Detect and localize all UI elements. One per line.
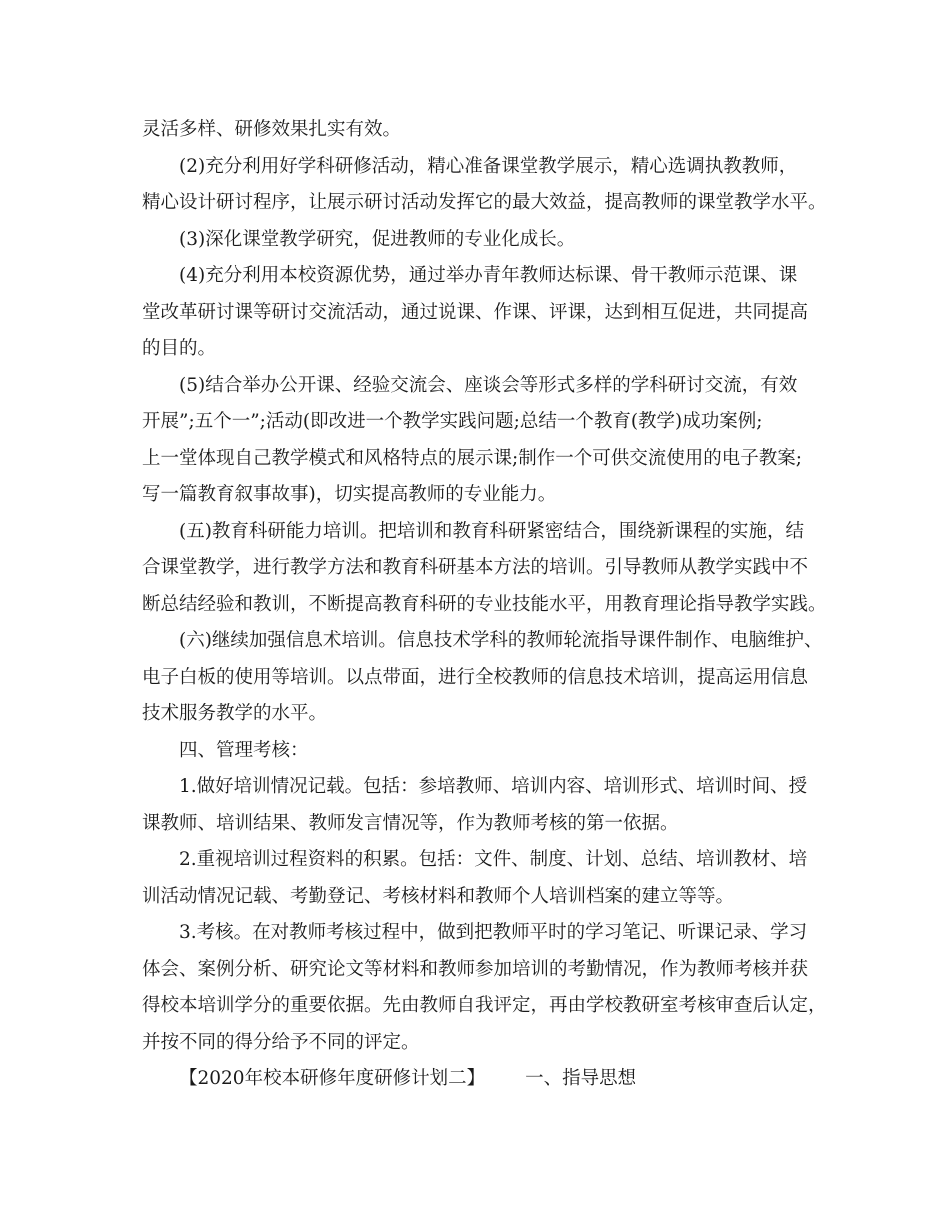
text-line: 课教师、培训结果、教师发言情况等，作为教师考核的第一依据。 — [142, 812, 679, 834]
paragraph-4 — [142, 258, 827, 368]
paragraph-item-2 — [142, 842, 827, 915]
paragraph-2 — [142, 149, 827, 222]
paragraph-continuation — [142, 112, 827, 149]
text-line: 堂改革研讨课等研讨交流活动，通过说课、作课、评课，达到相互促进，共同提高 — [142, 301, 809, 323]
paragraph-item-3 — [142, 915, 827, 1061]
text-line: 3.考核。在对教师考核过程中，做到把教师平时的学习笔记、听课记录、学习 — [179, 922, 808, 943]
paragraph-item-1 — [142, 769, 827, 842]
text-line: 训活动情况记载、考勤登记、考核材料和教师个人培训档案的建立等等。 — [142, 885, 735, 907]
text-line: (3)深化课堂教学研究，促进教师的专业化成长。 — [179, 228, 576, 250]
text-line: (5)结合举办公开课、经验交流会、座谈会等形式多样的学科研讨交流，有效 — [179, 374, 798, 396]
text-line: (2)充分利用好学科研修活动，精心准备课堂教学展示，精心选调执教教师， — [179, 155, 798, 177]
paragraph-3 — [142, 222, 827, 259]
text-line: (4)充分利用本校资源优势，通过举办青年教师达标课、骨干教师示范课、课 — [179, 265, 798, 286]
text-line: 并按不同的得分给予不同的评定。 — [142, 1031, 420, 1053]
text-line: 精心设计研讨程序，让展示研讨活动发挥它的最大效益，提高教师的课堂教学水平。 — [142, 192, 827, 213]
text-line: 体会、案例分析、研究论文等材料和教师参加培训的考勤情况，作为教师考核并获 — [142, 958, 809, 980]
text-line: 得校本培训学分的重要依据。先由教师自我评定，再由学校教研室考核审查后认定， — [142, 995, 827, 1016]
subheading-guiding-ideology: 一、指导思想 — [525, 1068, 637, 1089]
closing-heading — [142, 1061, 827, 1098]
text-line: 2.重视培训过程资料的积累。包括：文件、制度、计划、总结、培训教材、培 — [179, 849, 808, 870]
paragraph-it-training — [142, 623, 827, 733]
text-line: 合课堂教学，进行教学方法和教育科研基本方法的培训。引导教师从教学实践中不 — [142, 557, 809, 578]
section-heading-management — [142, 733, 827, 770]
document-body — [142, 112, 827, 1098]
text-line: 上一堂体现自己教学模式和风格特点的展示课;制作一个可供交流使用的电子教案; — [142, 447, 802, 469]
text-line: 四、管理考核： — [179, 739, 309, 761]
text-line: 灵活多样、研修效果扎实有效。 — [142, 119, 402, 140]
text-line: (六)继续加强信息术培训。信息技术学科的教师轮流指导课件制作、电脑维护、 — [179, 630, 823, 651]
plan-title: 【2020年校本研修年度研修计划二】 — [179, 1068, 486, 1089]
text-line: 开展”;五个一”;活动(即改进一个教学实践问题;总结一个教育(教学)成功案例; — [142, 411, 763, 432]
paragraph-research-training — [142, 514, 827, 624]
text-line: 断总结经验和教训，不断提高教育科研的专业技能水平，用教育理论指导教学实践。 — [142, 593, 827, 615]
closing-heading-line — [142, 1061, 827, 1098]
text-line: 技术服务教学的水平。 — [142, 703, 328, 724]
text-line: (五)教育科研能力培训。把培训和教育科研紧密结合，围绕新课程的实施，结 — [179, 520, 804, 542]
text-line: 1.做好培训情况记载。包括：参培教师、培训内容、培训形式、培训时间、授 — [179, 776, 808, 797]
text-line: 的目的。 — [142, 338, 217, 359]
text-line: 写一篇教育叙事故事)，切实提高教师的专业能力。 — [142, 484, 557, 505]
text-line: 电子白板的使用等培训。以点带面，进行全校教师的信息技术培训，提高运用信息 — [142, 666, 809, 688]
paragraph-5 — [142, 368, 827, 514]
